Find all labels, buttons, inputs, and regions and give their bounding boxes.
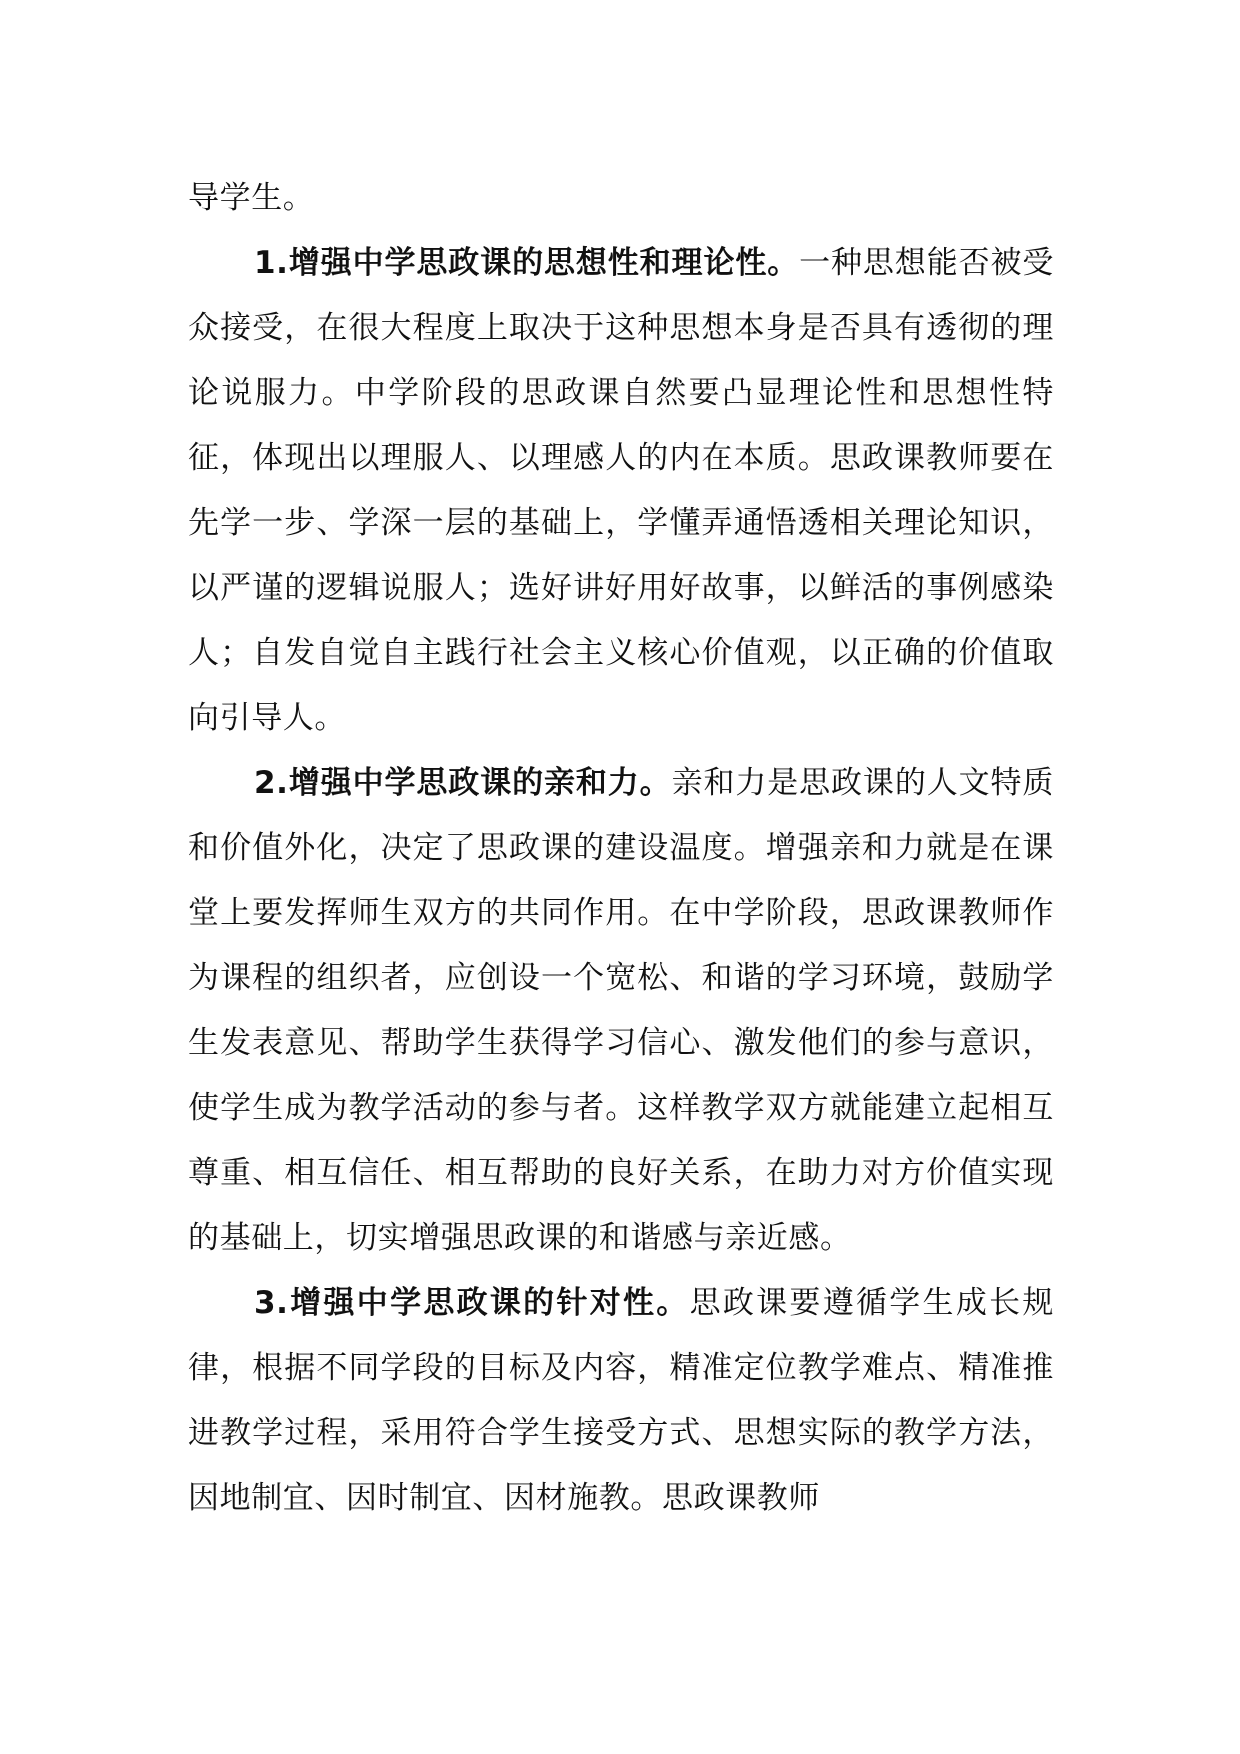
section-heading-2: 2.增强中学思政课的亲和力。 [254, 765, 672, 801]
paragraph-section-2 [188, 751, 1054, 1271]
paragraph-section-3 [188, 1271, 1054, 1531]
paragraph-text: 一种思想能否被受众接受，在很大程度上取决于这种思想本身是否具有透彻的理论说服力。中学阶段的思政课自然要凸显理论性和思想性特征，体现出以理服人、以理感人的内在本质。思政课教师要在先学一步、学深一层的基础上，学懂弄通悟透相关理论知识，以严谨的逻辑说服人；选好讲好用好故事，以鲜活的事例感染人；自发自觉自主践行社会主义核心价值观，以正确的价值取向引导人。 [188, 245, 1054, 736]
paragraph-text: 导学生。 [188, 180, 315, 216]
paragraph-continuation [188, 166, 1054, 231]
paragraph-text: 亲和力是思政课的人文特质和价值外化，决定了思政课的建设温度。增强亲和力就是在课堂上要发挥师生双方的共同作用。在中学阶段，思政课教师作为课程的组织者，应创设一个宽松、和谐的学习环境，鼓励学生发表意见、帮助学生获得学习信心、激发他们的参与意识，使学生成为教学活动的参与者。这样教学双方就能建立起相互尊重、相互信任、相互帮助的良好关系，在助力对方价值实现的基础上，切实增强思政课的和谐感与亲近感。 [188, 765, 1054, 1256]
paragraph-text: 思政课要遵循学生成长规律，根据不同学段的目标及内容，精准定位教学难点、精准推进教学过程，采用符合学生接受方式、思想实际的教学方法，因地制宜、因时制宜、因材施教。思政课教师 [188, 1285, 1054, 1516]
document-page [188, 166, 1054, 1531]
section-heading-1: 1.增强中学思政课的思想性和理论性。 [254, 245, 800, 281]
paragraph-section-1 [188, 231, 1054, 751]
section-heading-3: 3.增强中学思政课的针对性。 [254, 1285, 690, 1321]
